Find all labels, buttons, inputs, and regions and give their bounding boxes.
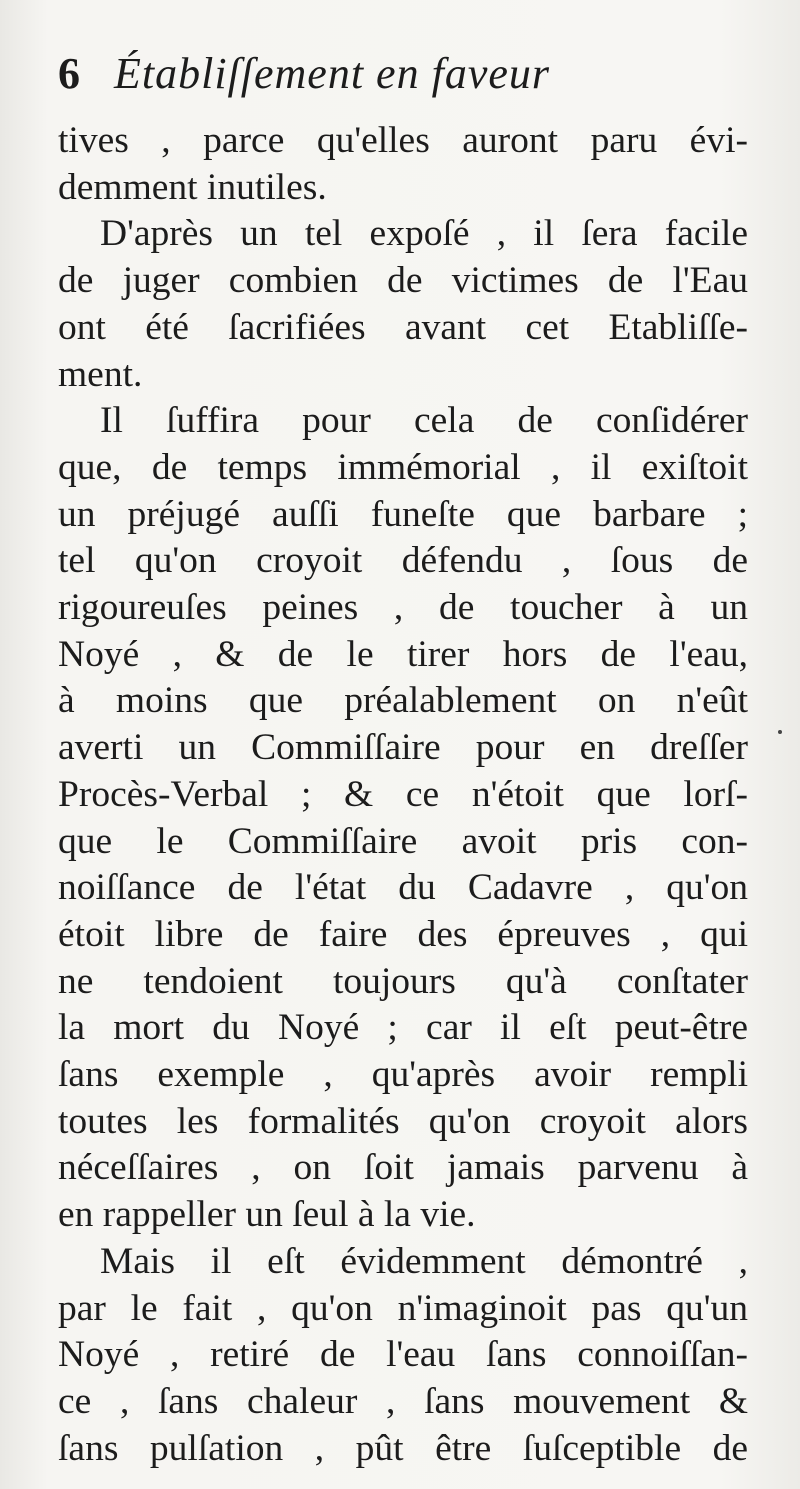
paragraph [58, 211, 748, 398]
text-line: Noyé , retiré de l'eau ſans connoiſſan- [58, 1334, 748, 1376]
paragraph [58, 398, 748, 1239]
running-title: Établiſſement en faveur [114, 49, 550, 98]
text-line: ce , ſans chaleur , ſans mouvement & [58, 1380, 748, 1422]
text-line: ſans exemple , qu'après avoir rempli [58, 1054, 748, 1096]
page-number: 6 [58, 49, 80, 98]
text-line: tel qu'on croyoit défendu , ſous de [58, 540, 748, 582]
text-line: par le fait , qu'on n'imaginoit pas qu'un [58, 1287, 748, 1329]
text-line: néceſſaires , on ſoit jamais parvenu à [58, 1147, 748, 1189]
text-line: Mais il eſt évidemment démontré , [100, 1240, 748, 1282]
text-line: à moins que préalablement on n'eût [58, 680, 748, 722]
body-text [58, 118, 748, 1472]
text-line: noiſſance de l'état du Cadavre , qu'on [58, 867, 748, 909]
text-line: un préjugé auſſi funeſte que barbare ; [58, 493, 748, 535]
text-line: étoit libre de faire des épreuves , qui [58, 913, 748, 955]
text-line: D'après un tel expoſé , il ſera facile [100, 213, 748, 255]
paragraph [58, 1239, 748, 1473]
ink-speck [778, 730, 782, 734]
text-line: ne tendoient toujours qu'à conſtater [58, 960, 748, 1002]
text-line: de juger combien de victimes de l'Eau [58, 260, 748, 302]
text-line: que le Commiſſaire avoit pris con- [58, 820, 748, 862]
text-line: rigoureuſes peines , de toucher à un [58, 587, 748, 629]
text-line: demment inutiles. [58, 166, 327, 208]
text-line: tives , parce qu'elles auront paru évi- [58, 120, 748, 161]
text-line: ſans pulſation , pût être ſuſceptible de [58, 1427, 748, 1469]
text-line: en rappeller un ſeul à la vie. [58, 1194, 476, 1236]
text-line: que, de temps immémorial , il exiſtoit [58, 446, 748, 488]
text-line: ment. [58, 353, 143, 395]
text-line: Il ſuffira pour cela de conſidérer [100, 400, 748, 442]
text-line: toutes les formalités qu'on croyoit alors [58, 1100, 748, 1142]
text-line: Noyé , & de le tirer hors de l'eau, [58, 633, 748, 675]
page-header [58, 48, 748, 108]
text-line: ont été ſacrifiées avant cet Etabliſſe- [58, 306, 748, 348]
paragraph [58, 118, 748, 211]
text-line: Procès-Verbal ; & ce n'étoit que lorſ- [58, 773, 748, 815]
text-line: la mort du Noyé ; car il eſt peut-être [58, 1007, 748, 1049]
text-line: averti un Commiſſaire pour en dreſſer [58, 727, 748, 769]
